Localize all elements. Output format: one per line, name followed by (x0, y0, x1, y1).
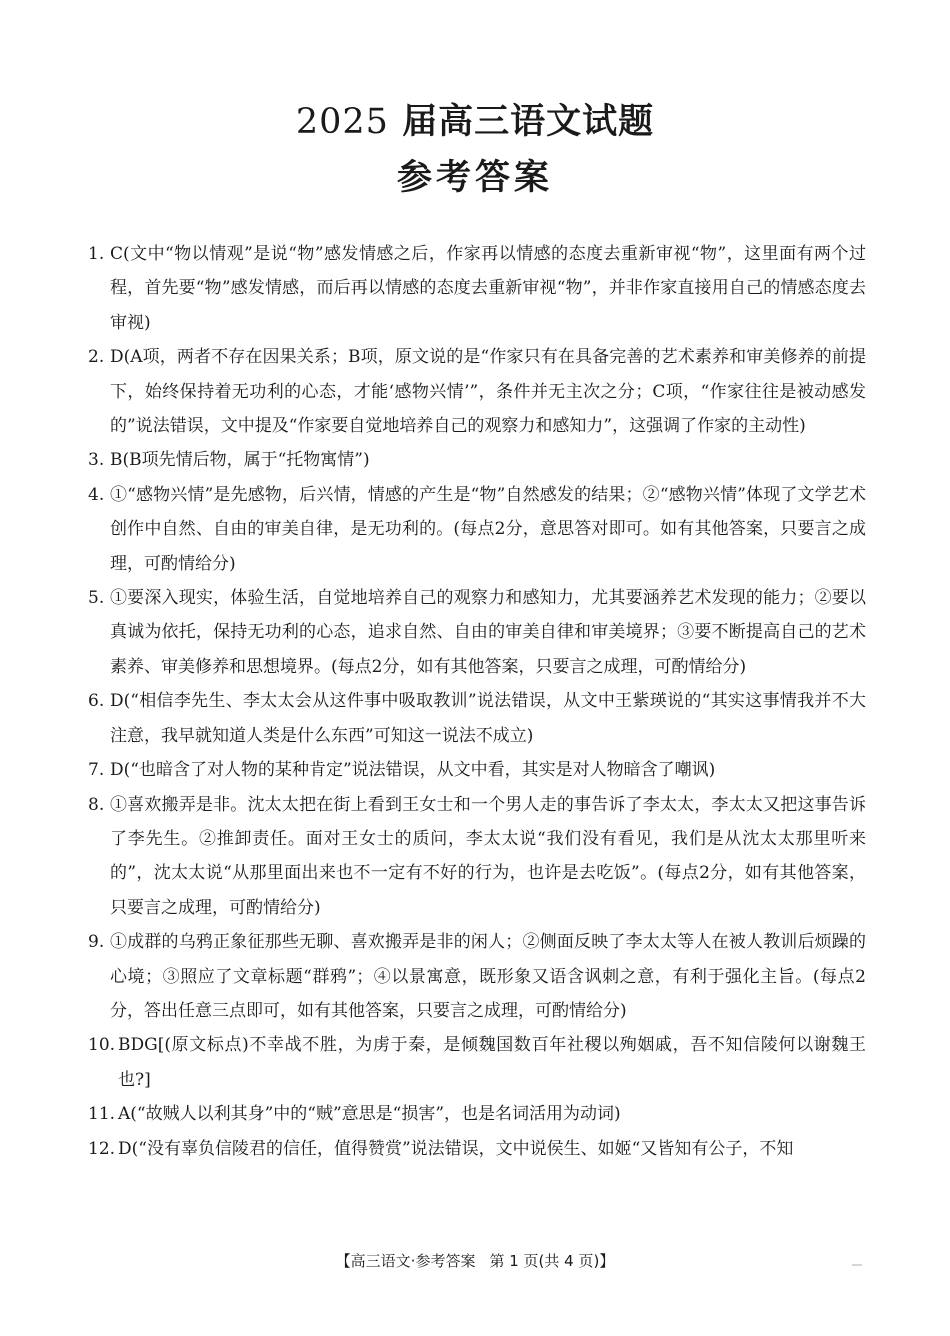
answer-item-7 (88, 753, 866, 787)
answer-number: 2. (88, 347, 105, 368)
answer-text: D(“没有辜负信陵君的信任，值得赞赏”说法错误，文中说侯生、如姬“又皆知有公子，不知 (118, 1138, 794, 1159)
title-text: 届高三语文试题 (402, 101, 655, 142)
answer-number: 3. (88, 450, 105, 471)
answer-number: 7. (88, 760, 105, 781)
answer-item-2 (88, 340, 866, 443)
answer-number: 10. (88, 1035, 116, 1056)
answer-number: 6. (88, 691, 105, 712)
answer-number: 9. (88, 932, 105, 953)
answer-item-6 (88, 684, 866, 753)
footer-bracket-close: 】 (599, 1252, 615, 1270)
answer-number: 8. (88, 794, 105, 815)
answer-text: C(文中“物以情观”是说“物”感发情感之后，作家再以情感的态度去重新审视“物”，这里面有两个过程，首先要“物”感发情感，而后再以情感的态度去重新审视“物”，并非作家直接用自己的情感态度去审视) (110, 244, 866, 333)
answer-number: 12. (88, 1138, 116, 1159)
answer-text: D(“也暗含了对人物的某种肯定”说法错误，从文中看，其实是对人物暗含了嘲讽) (110, 760, 716, 781)
answer-item-9 (88, 925, 866, 1028)
footer-page-info: 第 1 页(共 4 页) (489, 1252, 600, 1270)
answer-item-1 (88, 237, 866, 340)
answer-item-8 (88, 788, 866, 926)
answer-number: 11. (88, 1104, 116, 1125)
title-year: 2025 (295, 102, 389, 142)
answer-item-11 (88, 1097, 866, 1131)
document-title (0, 98, 950, 146)
answer-number: 5. (88, 588, 105, 609)
answer-number: 1. (88, 244, 105, 264)
answer-text: BDG[(原文标点)不幸战不胜，为虏于秦，是倾魏国数百年社稷以殉姻戚，吾不知信陵何以谢魏王也?] (118, 1035, 866, 1090)
answer-text: B(B项先情后物，属于“托物寓情”) (110, 450, 370, 471)
answer-item-12 (88, 1132, 866, 1166)
answer-text: ①“感物兴情”是先感物，后兴情，情感的产生是“物”自然感发的结果；②“感物兴情”体现了文学艺术创作中自然、自由的审美自律，是无功利的。(每点2分，意思答对即可。如有其他答案，只要言之成理，可酌情给分) (110, 484, 866, 574)
page-footer (0, 1251, 950, 1271)
answer-list (88, 237, 866, 1166)
footer-bracket-open: 【 (335, 1252, 351, 1270)
footer-subject: 高三语文·参考答案 (350, 1252, 476, 1270)
scan-mark (852, 1264, 862, 1266)
answer-item-5 (88, 581, 866, 684)
answer-text: A(“故贼人以利其身”中的“贼”意思是“损害”，也是名词活用为动词) (118, 1104, 621, 1125)
answer-text: D(“相信李先生、李太太会从这件事中吸取教训”说法错误，从文中王紫瑛说的“其实这事情我并不大注意，我早就知道人类是什么东西”可知这一说法不成立) (110, 691, 866, 746)
answer-text: D(A项，两者不存在因果关系；B项，原文说的是“作家只有在具备完善的艺术素养和审美修养的前提下，始终保持着无功利的心态，才能‘感物兴情’”，条件并无主次之分；C项，“作家往往是被动感发的”说法错误，文中提及“作家要自觉地培养自己的观察力和感知力”，这强调了作家的主动性) (110, 347, 866, 437)
answer-number: 4. (88, 484, 105, 505)
answer-item-3 (88, 443, 866, 477)
answer-text: ①喜欢搬弄是非。沈太太把在街上看到王女士和一个男人走的事告诉了李太太，李太太又把这事告诉了李先生。②推卸责任。面对王女士的质问，李太太说“我们没有看见，我们是从沈太太那里听来的”，沈太太说“从那里面出来也不一定有不好的行为，也许是去吃饭”。(每点2分，如有其他答案，只要言之成理，可酌情给分) (110, 794, 866, 918)
answer-item-4 (88, 478, 866, 581)
answer-item-10 (88, 1028, 866, 1097)
answer-text: ①要深入现实，体验生活，自觉地培养自己的观察力和感知力，尤其要涵养艺术发现的能力；②要以真诚为依托，保持无功利的心态，追求自然、自由的审美自律和审美境界；③要不断提高自己的艺术素养、审美修养和思想境界。(每点2分，如有其他答案，只要言之成理，可酌情给分) (110, 588, 866, 677)
document-subtitle: 参考答案 (396, 157, 553, 198)
answer-text: ①成群的乌鸦正象征那些无聊、喜欢搬弄是非的闲人；②侧面反映了李太太等人在被人教训后烦躁的心境；③照应了文章标题“群鸦”；④以景寓意，既形象又语含讽刺之意，有利于强化主旨。(每点2分，答出任意三点即可，如有其他答案，只要言之成理，可酌情给分) (110, 932, 866, 1021)
